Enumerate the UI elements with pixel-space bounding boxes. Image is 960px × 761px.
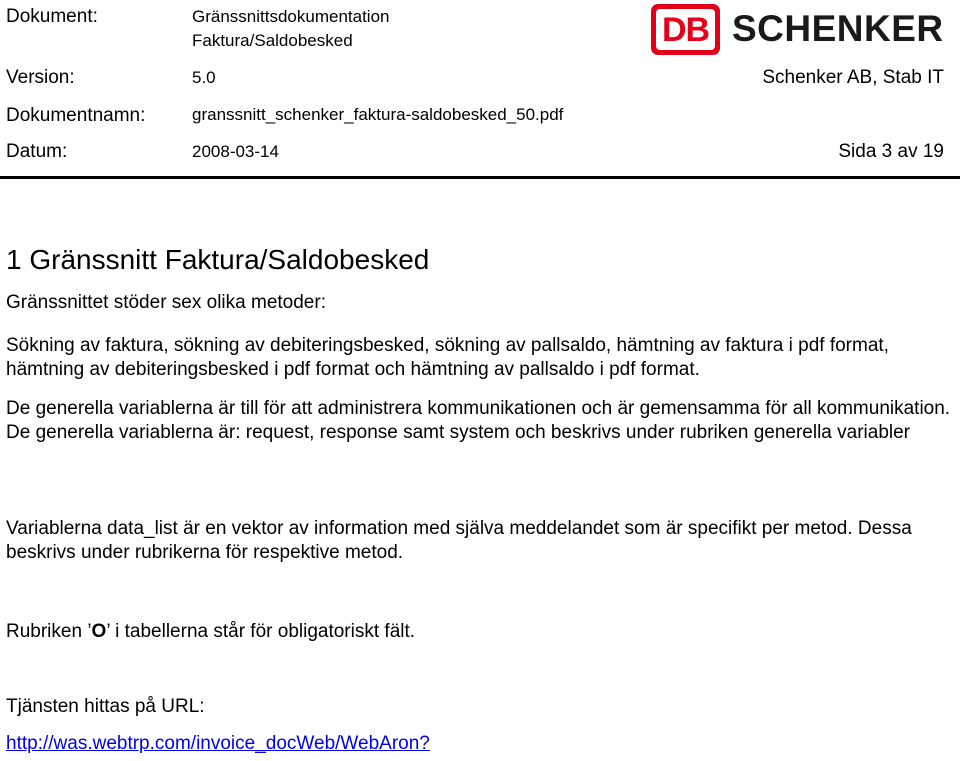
company-name: Schenker AB, Stab IT — [762, 67, 944, 88]
service-label: Tjänsten hittas på URL: — [6, 696, 205, 717]
rubric-bold-o: O — [91, 621, 107, 642]
document-title-line2: Faktura/Saldobesked — [192, 31, 353, 50]
general-variables-paragraph: De generella variablerna är till för att administrera kommunikationen och är gemensamma för all kommunikation. De generella variablerna är: request, response samt system och beskrivs under rubriken generella variabler — [6, 398, 951, 443]
data-list-paragraph: Variablerna data_list är en vektor av information med själva meddelandet som är specifikt per metod. Dessa beskrivs under rubrikerna för respektive metod. — [6, 518, 912, 563]
date-value: 2008-03-14 — [192, 142, 279, 161]
docname-value: granssnitt_schenker_faktura-saldobesked_50.pdf — [192, 105, 564, 124]
header-divider — [0, 176, 960, 179]
service-url-link[interactable]: http://was.webtrp.com/invoice_docWeb/WebAron? — [6, 733, 430, 754]
service-url-container — [6, 733, 430, 755]
intro-paragraph: Gränssnittet stöder sex olika metoder: — [6, 292, 326, 313]
version-value: 5.0 — [192, 68, 216, 87]
document-title-line1: Gränssnittsdokumentation — [192, 7, 390, 26]
schenker-logo: SCHENKER — [732, 8, 944, 49]
section-heading: 1 Gränssnitt Faktura/Saldobesked — [6, 244, 430, 275]
db-logo — [651, 4, 720, 55]
db-logo-frame — [656, 9, 715, 50]
docname-label: Dokumentnamn: — [6, 105, 146, 126]
date-label: Datum: — [6, 141, 68, 162]
rubric-paragraph — [6, 620, 954, 644]
document-label: Dokument: — [6, 6, 98, 27]
rubric-suffix: ’ i tabellerna står för obligatoriskt fält. — [106, 621, 416, 642]
methods-paragraph: Sökning av faktura, sökning av debiteringsbesked, sökning av pallsaldo, hämtning av faktura i pdf format, hämtning av debiteringsbesked i pdf format och hämtning av pallsaldo i pdf format. — [6, 335, 889, 380]
db-logo-text: DB — [661, 10, 710, 49]
page-info: Sida 3 av 19 — [838, 141, 944, 162]
version-label: Version: — [6, 67, 75, 88]
rubric-prefix: Rubriken ’ — [6, 621, 92, 642]
